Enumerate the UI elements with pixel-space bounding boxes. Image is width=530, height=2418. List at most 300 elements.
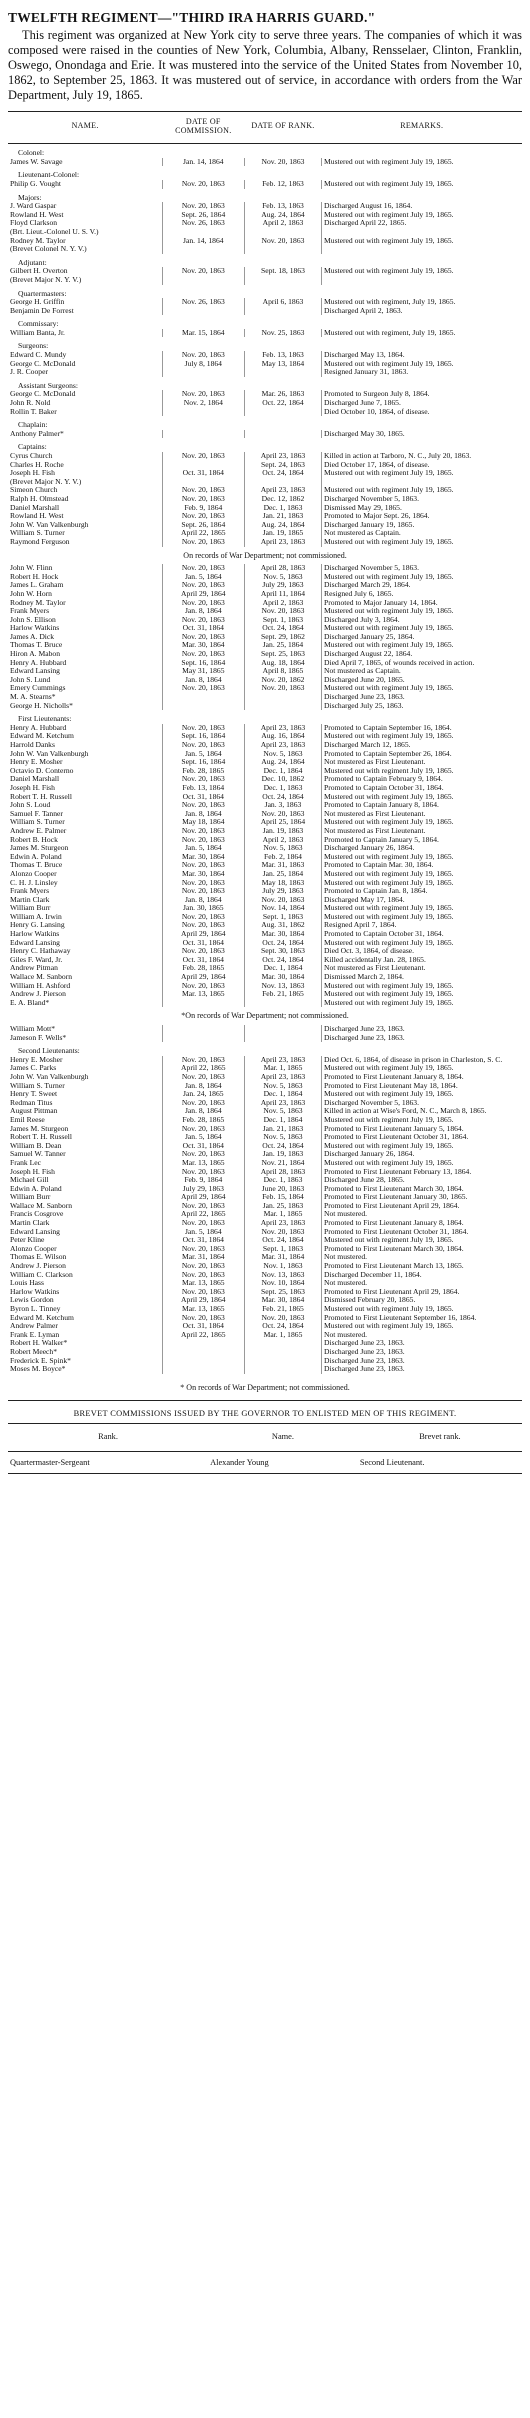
commission-date: April 29, 1864 <box>162 973 244 982</box>
officer-name: William S. Turner <box>10 818 65 827</box>
officer-row <box>8 1314 522 1323</box>
officer-row <box>8 504 522 513</box>
officer-name: E. A. Bland* <box>10 998 50 1007</box>
empty-cell <box>244 315 321 329</box>
officer-name: (Brt. Lieut.-Colonel U. S. V.) <box>10 227 99 236</box>
officer-row <box>8 767 522 776</box>
commission-date <box>162 1365 244 1374</box>
remarks: Discharged June 7, 1865. <box>322 399 522 408</box>
officer-name: Frank E. Lyman <box>10 1330 60 1339</box>
commission-date <box>162 478 244 487</box>
empty-cell <box>244 285 321 299</box>
officer-name: Louis Hass <box>10 1279 44 1288</box>
officer-name: Lewis Gordon <box>10 1296 54 1305</box>
officer-row <box>8 1168 522 1177</box>
remarks: Died October 10, 1864, of disease. <box>322 408 522 417</box>
officer-name: Joseph H. Fish <box>10 469 55 478</box>
remarks: Promoted to First Lieutenant January 30, 1865. <box>322 1193 522 1202</box>
officer-row <box>8 329 522 338</box>
brevet-header-brevet: Brevet rank. <box>358 1424 522 1452</box>
commission-date <box>162 307 244 316</box>
rank-date: Oct. 24, 1864 <box>244 469 321 478</box>
rank-date: April 23, 1863 <box>244 1099 321 1108</box>
empty-cell <box>322 315 522 329</box>
officer-row <box>8 219 522 228</box>
officer-row <box>8 973 522 982</box>
remarks: Killed in action at Tarboro, N. C., July 20, 1863. <box>322 452 522 461</box>
remarks <box>322 478 522 487</box>
commission-date: Oct. 31, 1864 <box>162 1322 244 1331</box>
rank-date: Dec. 1, 1864 <box>244 1116 321 1125</box>
rank-section-row <box>8 166 522 180</box>
rank-date: Dec. 1, 1863 <box>244 1176 321 1185</box>
remarks: Discharged April 2, 1863. <box>322 307 522 316</box>
commission-date <box>162 276 244 285</box>
remarks: Mustered out with regiment July 19, 1865. <box>322 469 522 478</box>
empty-cell <box>162 189 244 203</box>
commission-date: Oct. 31, 1864 <box>162 1142 244 1151</box>
officer-name: Frank Lec <box>10 1158 41 1167</box>
officer-name: Alonzo Cooper <box>10 1244 57 1253</box>
officer-name: Francis Cosgrove <box>10 1210 64 1219</box>
remarks: Discharged December 11, 1864. <box>322 1271 522 1280</box>
officer-row <box>8 228 522 237</box>
commission-date: Nov. 20, 1863 <box>162 633 244 642</box>
commission-date: Nov. 26, 1863 <box>162 298 244 307</box>
commission-date: Sept. 26, 1864 <box>162 211 244 220</box>
rank-section-row <box>8 144 522 158</box>
officer-row <box>8 1357 522 1366</box>
header-remarks: REMARKS. <box>322 112 522 144</box>
brevet-row <box>8 1452 522 1474</box>
rank-date <box>244 430 321 439</box>
officer-name: (Brevet Major N. Y. V.) <box>10 275 82 284</box>
commission-date: Nov. 20, 1863 <box>162 1073 244 1082</box>
rank-date <box>244 1365 321 1374</box>
commission-date: Nov. 20, 1863 <box>162 538 244 547</box>
remarks: Discharged June 23, 1863. <box>322 1339 522 1348</box>
rank-date: Sept. 1, 1863 <box>244 616 321 625</box>
officer-row <box>8 836 522 845</box>
officer-name: Redman Titus <box>10 1098 53 1107</box>
remarks: Mustered out with regiment July 19, 1865. <box>322 1116 522 1125</box>
rank-date: May 18, 1863 <box>244 879 321 888</box>
officer-name: Henry C. Hathaway <box>10 947 71 956</box>
remarks: Promoted to Captain February 9, 1864. <box>322 775 522 784</box>
officer-row <box>8 904 522 913</box>
officer-row <box>8 861 522 870</box>
officer-row <box>8 913 522 922</box>
officer-name: Harlow Watkins <box>10 1287 60 1296</box>
rank-date: April 2, 1863 <box>244 219 321 228</box>
rank-date: Nov. 20, 1863 <box>244 684 321 693</box>
officer-name: William Burr <box>10 1193 51 1202</box>
rank-date <box>244 245 321 254</box>
officer-row <box>8 1296 522 1305</box>
officer-row <box>8 887 522 896</box>
rank-section-row <box>8 438 522 452</box>
remarks: Promoted to First Lieutenant February 13, 1864. <box>322 1168 522 1177</box>
remarks <box>322 276 522 285</box>
officer-row <box>8 298 522 307</box>
officer-row <box>8 390 522 399</box>
officer-row <box>8 1348 522 1357</box>
commission-date: Nov. 20, 1863 <box>162 775 244 784</box>
rank-date: Nov. 21, 1864 <box>244 1159 321 1168</box>
rank-date: Oct. 24, 1864 <box>244 1142 321 1151</box>
remarks: Discharged March 12, 1865. <box>322 741 522 750</box>
remarks: Promoted to First Lieutenant January 8, 1864. <box>322 1219 522 1228</box>
rank-date: Oct. 24, 1864 <box>244 793 321 802</box>
commission-date: Jan. 5, 1864 <box>162 1228 244 1237</box>
officer-row <box>8 469 522 478</box>
officer-name: Rowland H. West <box>10 512 64 521</box>
rank-date: Jan. 3, 1863 <box>244 801 321 810</box>
remarks: Died April 7, 1865, of wounds received in action. <box>322 659 522 668</box>
officer-row <box>8 1271 522 1280</box>
rank-date: Dec. 1, 1863 <box>244 504 321 513</box>
rank-date: April 23, 1863 <box>244 741 321 750</box>
officer-name: Henry G. Lansing <box>10 921 65 930</box>
commission-date <box>162 1357 244 1366</box>
commission-date: Mar. 13, 1865 <box>162 1159 244 1168</box>
commission-date: Nov. 20, 1863 <box>162 913 244 922</box>
officer-name: Samuel F. Tanner <box>10 809 63 818</box>
officer-row <box>8 1305 522 1314</box>
rank-date <box>244 1348 321 1357</box>
empty-cell <box>322 166 522 180</box>
commission-date: Oct. 31, 1864 <box>162 939 244 948</box>
officer-row <box>8 1025 522 1034</box>
empty-cell <box>162 1042 244 1056</box>
remarks: Discharged June 23, 1863. <box>322 1348 522 1357</box>
remarks: Mustered out with regiment July 19, 1865. <box>322 211 522 220</box>
commission-date: Mar. 13, 1865 <box>162 1279 244 1288</box>
empty-cell <box>322 254 522 268</box>
commission-date: Sept. 16, 1864 <box>162 732 244 741</box>
rank-date: Mar. 30, 1864 <box>244 1296 321 1305</box>
commission-date <box>162 245 244 254</box>
officer-name: George H. Griffin <box>10 298 65 307</box>
rank-date: Aug. 24, 1864 <box>244 211 321 220</box>
rank-date: Dec. 12, 1862 <box>244 495 321 504</box>
officer-name: August Pittman <box>10 1107 58 1116</box>
officer-name: Edward C. Mundy <box>10 351 67 360</box>
empty-cell <box>162 337 244 351</box>
rank-date: Feb. 12, 1863 <box>244 180 321 189</box>
officer-name: John W. Van Valkenburgh <box>10 520 89 529</box>
officer-name: Thomas T. Bruce <box>10 641 63 650</box>
officer-row <box>8 158 522 167</box>
rank-section-row <box>8 710 522 724</box>
empty-cell <box>162 438 244 452</box>
remarks: Discharged May 13, 1864. <box>322 351 522 360</box>
empty-cell <box>322 189 522 203</box>
officer-name: Floyd Clarkson <box>10 219 58 228</box>
officer-row <box>8 430 522 439</box>
rank-date: Nov. 5, 1863 <box>244 750 321 759</box>
brevet-rank: Quartermaster-Sergeant <box>8 1452 208 1474</box>
commission-date <box>162 408 244 417</box>
officer-row <box>8 641 522 650</box>
commission-date: Nov. 20, 1863 <box>162 351 244 360</box>
officer-row <box>8 495 522 504</box>
officer-name: Frank Myers <box>10 887 50 896</box>
commission-date: Nov. 20, 1863 <box>162 1271 244 1280</box>
officer-name: Robert H. Walker* <box>10 1339 68 1348</box>
remarks: Promoted to Captain October 31, 1864. <box>322 930 522 939</box>
officer-name: Harlow Watkins <box>10 624 60 633</box>
officer-name: Edward Lansing <box>10 1227 60 1236</box>
commission-date: Jan. 14, 1864 <box>162 158 244 167</box>
officer-name: Jameson F. Wells* <box>10 1033 67 1042</box>
commission-date: Nov. 20, 1863 <box>162 724 244 733</box>
brevet-header-rank: Rank. <box>8 1424 208 1452</box>
remarks: Discharged January 19, 1865. <box>322 521 522 530</box>
regiment-history-paragraph: This regiment was organized at New York city to serve three years. The companies of which it was composed were raised in the counties of New York, Columbia, Albany, Rensselaer, Clinton, Franklin, Oswego, Onondaga and Erie. It was mustered into the service of the United States from November 10, 1862, to September 25, 1863. It was mustered out of service, in accordance with orders from the War Department, July 19, 1865. <box>8 28 522 102</box>
officer-name: Charles H. Roche <box>10 460 64 469</box>
rank-date: Mar. 1, 1865 <box>244 1210 321 1219</box>
rank-date: Aug. 24, 1864 <box>244 521 321 530</box>
officer-name: Moses M. Boyce* <box>10 1365 66 1374</box>
rank-date: Sept. 1, 1863 <box>244 913 321 922</box>
commission-date: Mar. 13, 1865 <box>162 990 244 999</box>
officer-row <box>8 1082 522 1091</box>
commission-date: Feb. 13, 1864 <box>162 784 244 793</box>
rank-date: Sept. 25, 1863 <box>244 650 321 659</box>
rank-date: Nov. 20, 1863 <box>244 896 321 905</box>
officer-row <box>8 564 522 573</box>
rank-date <box>244 408 321 417</box>
rank-date <box>244 1025 321 1034</box>
empty-cell <box>244 166 321 180</box>
rank-date: Nov. 20, 1862 <box>244 676 321 685</box>
rank-date: Feb. 13, 1863 <box>244 202 321 211</box>
rank-date: Nov. 1, 1863 <box>244 1262 321 1271</box>
officer-name: C. H. J. Linsley <box>10 878 58 887</box>
officer-row <box>8 947 522 956</box>
officer-name: Daniel Marshall <box>10 503 60 512</box>
rank-date: Jan. 25, 1864 <box>244 870 321 879</box>
rank-date: April 23, 1863 <box>244 538 321 547</box>
remarks: Discharged August 16, 1864. <box>322 202 522 211</box>
remarks: Promoted to Major Sept. 26, 1864. <box>322 512 522 521</box>
rank-date: Dec. 1, 1864 <box>244 964 321 973</box>
remarks: Mustered out with regiment July 19, 1865. <box>322 982 522 991</box>
officer-row <box>8 408 522 417</box>
records-note: On records of War Department; not commissioned. <box>183 550 347 560</box>
officer-row <box>8 607 522 616</box>
remarks: Mustered out with regiment July 19, 1865. <box>322 1090 522 1099</box>
officer-row <box>8 1322 522 1331</box>
remarks: Dismissed May 29, 1865. <box>322 504 522 513</box>
officer-name: George H. Nicholls* <box>10 701 73 710</box>
officer-row <box>8 1365 522 1374</box>
rank-date: Nov. 25, 1863 <box>244 329 321 338</box>
remarks: Mustered out with regiment July 19, 1865. <box>322 1322 522 1331</box>
remarks: Discharged November 5, 1863. <box>322 564 522 573</box>
empty-cell <box>244 438 321 452</box>
rank-date: Jan. 19, 1863 <box>244 827 321 836</box>
remarks: Mustered out with regiment July 19, 1865. <box>322 767 522 776</box>
commission-date: Nov. 20, 1863 <box>162 495 244 504</box>
remarks: Promoted to Captain January 5, 1864. <box>322 836 522 845</box>
commission-date: Nov. 20, 1863 <box>162 861 244 870</box>
commission-date: Nov. 20, 1863 <box>162 1150 244 1159</box>
officer-name: Harrold Danks <box>10 741 55 749</box>
officer-name: Andrew J. Pierson <box>10 1262 66 1271</box>
officer-name: Philip G. Vought <box>10 179 61 188</box>
remarks: Discharged June 23, 1863. <box>322 1365 522 1374</box>
officer-row <box>8 956 522 965</box>
officer-name: Henry A. Hubbard <box>10 723 67 732</box>
remarks: Mustered out with regiment July 19, 1865. <box>322 607 522 616</box>
officer-name: Raymond Ferguson <box>10 537 70 546</box>
officer-name: Peter Kline <box>10 1236 45 1245</box>
rank-date: Nov. 5, 1863 <box>244 844 321 853</box>
officer-name: James M. Sturgeon <box>10 844 69 853</box>
officer-row <box>8 939 522 948</box>
remarks: Discharged January 25, 1864. <box>322 633 522 642</box>
officer-name: Rodney M. Taylor <box>10 236 66 245</box>
remarks: Died Oct. 6, 1864, of disease in prison in Charleston, S. C. <box>322 1056 522 1065</box>
officer-row <box>8 741 522 750</box>
commission-date: Sept. 16, 1864 <box>162 758 244 767</box>
officer-name: Robert T. H. Russell <box>10 1133 72 1142</box>
officer-row <box>8 1228 522 1237</box>
commission-date: April 22, 1865 <box>162 1210 244 1219</box>
remarks: Mustered out with regiment July 19, 1865. <box>322 904 522 913</box>
commission-date: Nov. 20, 1863 <box>162 180 244 189</box>
empty-cell <box>162 285 244 299</box>
officer-name: Emery Cummings <box>10 684 66 693</box>
rank-date: April 2, 1863 <box>244 836 321 845</box>
rank-date: Nov. 10, 1864 <box>244 1279 321 1288</box>
rank-date: April 25, 1864 <box>244 818 321 827</box>
officer-row <box>8 245 522 254</box>
empty-cell <box>322 144 522 158</box>
officer-row <box>8 853 522 862</box>
rank-date: Jan. 25, 1863 <box>244 1202 321 1211</box>
remarks: Not mustered. <box>322 1210 522 1219</box>
remarks: Promoted to First Lieutenant March 13, 1865. <box>322 1262 522 1271</box>
commission-date: Nov. 20, 1863 <box>162 1125 244 1134</box>
remarks: Promoted to First Lieutenant April 29, 1864. <box>322 1202 522 1211</box>
rank-date: Nov. 14, 1864 <box>244 904 321 913</box>
rank-date: Sept. 24, 1863 <box>244 461 321 470</box>
officer-row <box>8 870 522 879</box>
commission-date: Nov. 20, 1863 <box>162 1314 244 1323</box>
empty-cell <box>162 315 244 329</box>
records-note: * On records of War Department; not commissioned. <box>8 1374 522 1401</box>
rank-date: April 23, 1863 <box>244 486 321 495</box>
officer-row <box>8 1193 522 1202</box>
officer-row <box>8 1034 522 1043</box>
remarks: Mustered out with regiment July 19, 1865. <box>322 1236 522 1245</box>
rank-date: April 2, 1863 <box>244 599 321 608</box>
officer-row <box>8 1142 522 1151</box>
officer-name: George C. McDonald <box>10 359 76 368</box>
officer-name: (Brevet Colonel N. Y. V.) <box>10 245 87 254</box>
officer-row <box>8 211 522 220</box>
remarks: Mustered out with regiment July 19, 1865. <box>322 641 522 650</box>
officer-row <box>8 368 522 377</box>
rank-section-row <box>8 1042 522 1056</box>
commission-date <box>162 999 244 1008</box>
rank-date: July 29, 1863 <box>244 581 321 590</box>
officer-name: Robert Meech* <box>10 1347 58 1356</box>
rank-date: Nov. 20, 1863 <box>244 810 321 819</box>
remarks: Mustered out with regiment July 19, 1865. <box>322 732 522 741</box>
remarks: Mustered out with regiment July 19, 1865. <box>322 624 522 633</box>
commission-date: Nov. 20, 1863 <box>162 581 244 590</box>
remarks: Discharged April 22, 1865. <box>322 219 522 228</box>
rank-date: Feb. 21, 1865 <box>244 990 321 999</box>
officer-row <box>8 818 522 827</box>
commission-date: Jan. 5, 1864 <box>162 750 244 759</box>
commission-date: Nov. 20, 1863 <box>162 1219 244 1228</box>
rank-date: Feb. 13, 1863 <box>244 351 321 360</box>
officer-name: Edward M. Ketchum <box>10 732 74 741</box>
officer-row <box>8 1279 522 1288</box>
rank-section-row <box>8 285 522 299</box>
commission-date: Jan. 8, 1864 <box>162 1107 244 1116</box>
officer-row <box>8 1331 522 1340</box>
remarks: Mustered out with regiment July 19, 1865. <box>322 1064 522 1073</box>
commission-date: Nov. 20, 1863 <box>162 1168 244 1177</box>
officer-row <box>8 512 522 521</box>
rank-date: Mar. 30, 1864 <box>244 930 321 939</box>
officer-name: Robert T. H. Russell <box>10 792 72 801</box>
remarks: Promoted to First Lieutenant October 31, 1864. <box>322 1133 522 1142</box>
officer-row <box>8 784 522 793</box>
remarks: Not mustered as First Lieutenant. <box>322 758 522 767</box>
rank-date: April 8, 1865 <box>244 667 321 676</box>
remarks: Discharged January 26, 1864. <box>322 844 522 853</box>
commission-date: Jan. 5, 1864 <box>162 844 244 853</box>
officer-name: William H. Ashford <box>10 981 71 990</box>
officer-row <box>8 624 522 633</box>
rank-date: Nov. 5, 1863 <box>244 573 321 582</box>
brevet-section-title: BREVET COMMISSIONS ISSUED BY THE GOVERNOR TO ENLISTED MEN OF THIS REGIMENT. <box>73 1409 457 1419</box>
officer-row <box>8 801 522 810</box>
officer-name: James W. Savage <box>10 157 63 166</box>
officer-name: Andrew Pitman <box>10 964 58 973</box>
rank-date: Jan. 19, 1865 <box>244 529 321 538</box>
officer-name: William Banta, Jr. <box>10 328 65 337</box>
rank-section-row <box>8 337 522 351</box>
officer-name: John S. Lund <box>10 675 51 684</box>
remarks: Not mustered as First Lieutenant. <box>322 827 522 836</box>
commission-date: July 8, 1864 <box>162 360 244 369</box>
rank-date: April 28, 1863 <box>244 564 321 573</box>
remarks: Discharged January 26, 1864. <box>322 1150 522 1159</box>
commission-date: April 29, 1864 <box>162 1193 244 1202</box>
officer-row <box>8 750 522 759</box>
rank-date: Dec. 1, 1863 <box>244 784 321 793</box>
rank-date: April 23, 1863 <box>244 1073 321 1082</box>
commission-date: Jan. 8, 1864 <box>162 1082 244 1091</box>
rank-date <box>244 276 321 285</box>
commission-date: Nov. 20, 1863 <box>162 887 244 896</box>
officer-name: Andrew Palmer <box>10 1322 58 1331</box>
remarks: Promoted to First Lieutenant May 18, 1864. <box>322 1082 522 1091</box>
remarks: Promoted to First Lieutenant January 5, 1864. <box>322 1125 522 1134</box>
rank-section-label: Quartermasters: <box>18 288 67 298</box>
remarks: Promoted to Surgeon July 8, 1864. <box>322 390 522 399</box>
officer-name: Robert B. Hock <box>10 835 58 844</box>
officer-row <box>8 1210 522 1219</box>
